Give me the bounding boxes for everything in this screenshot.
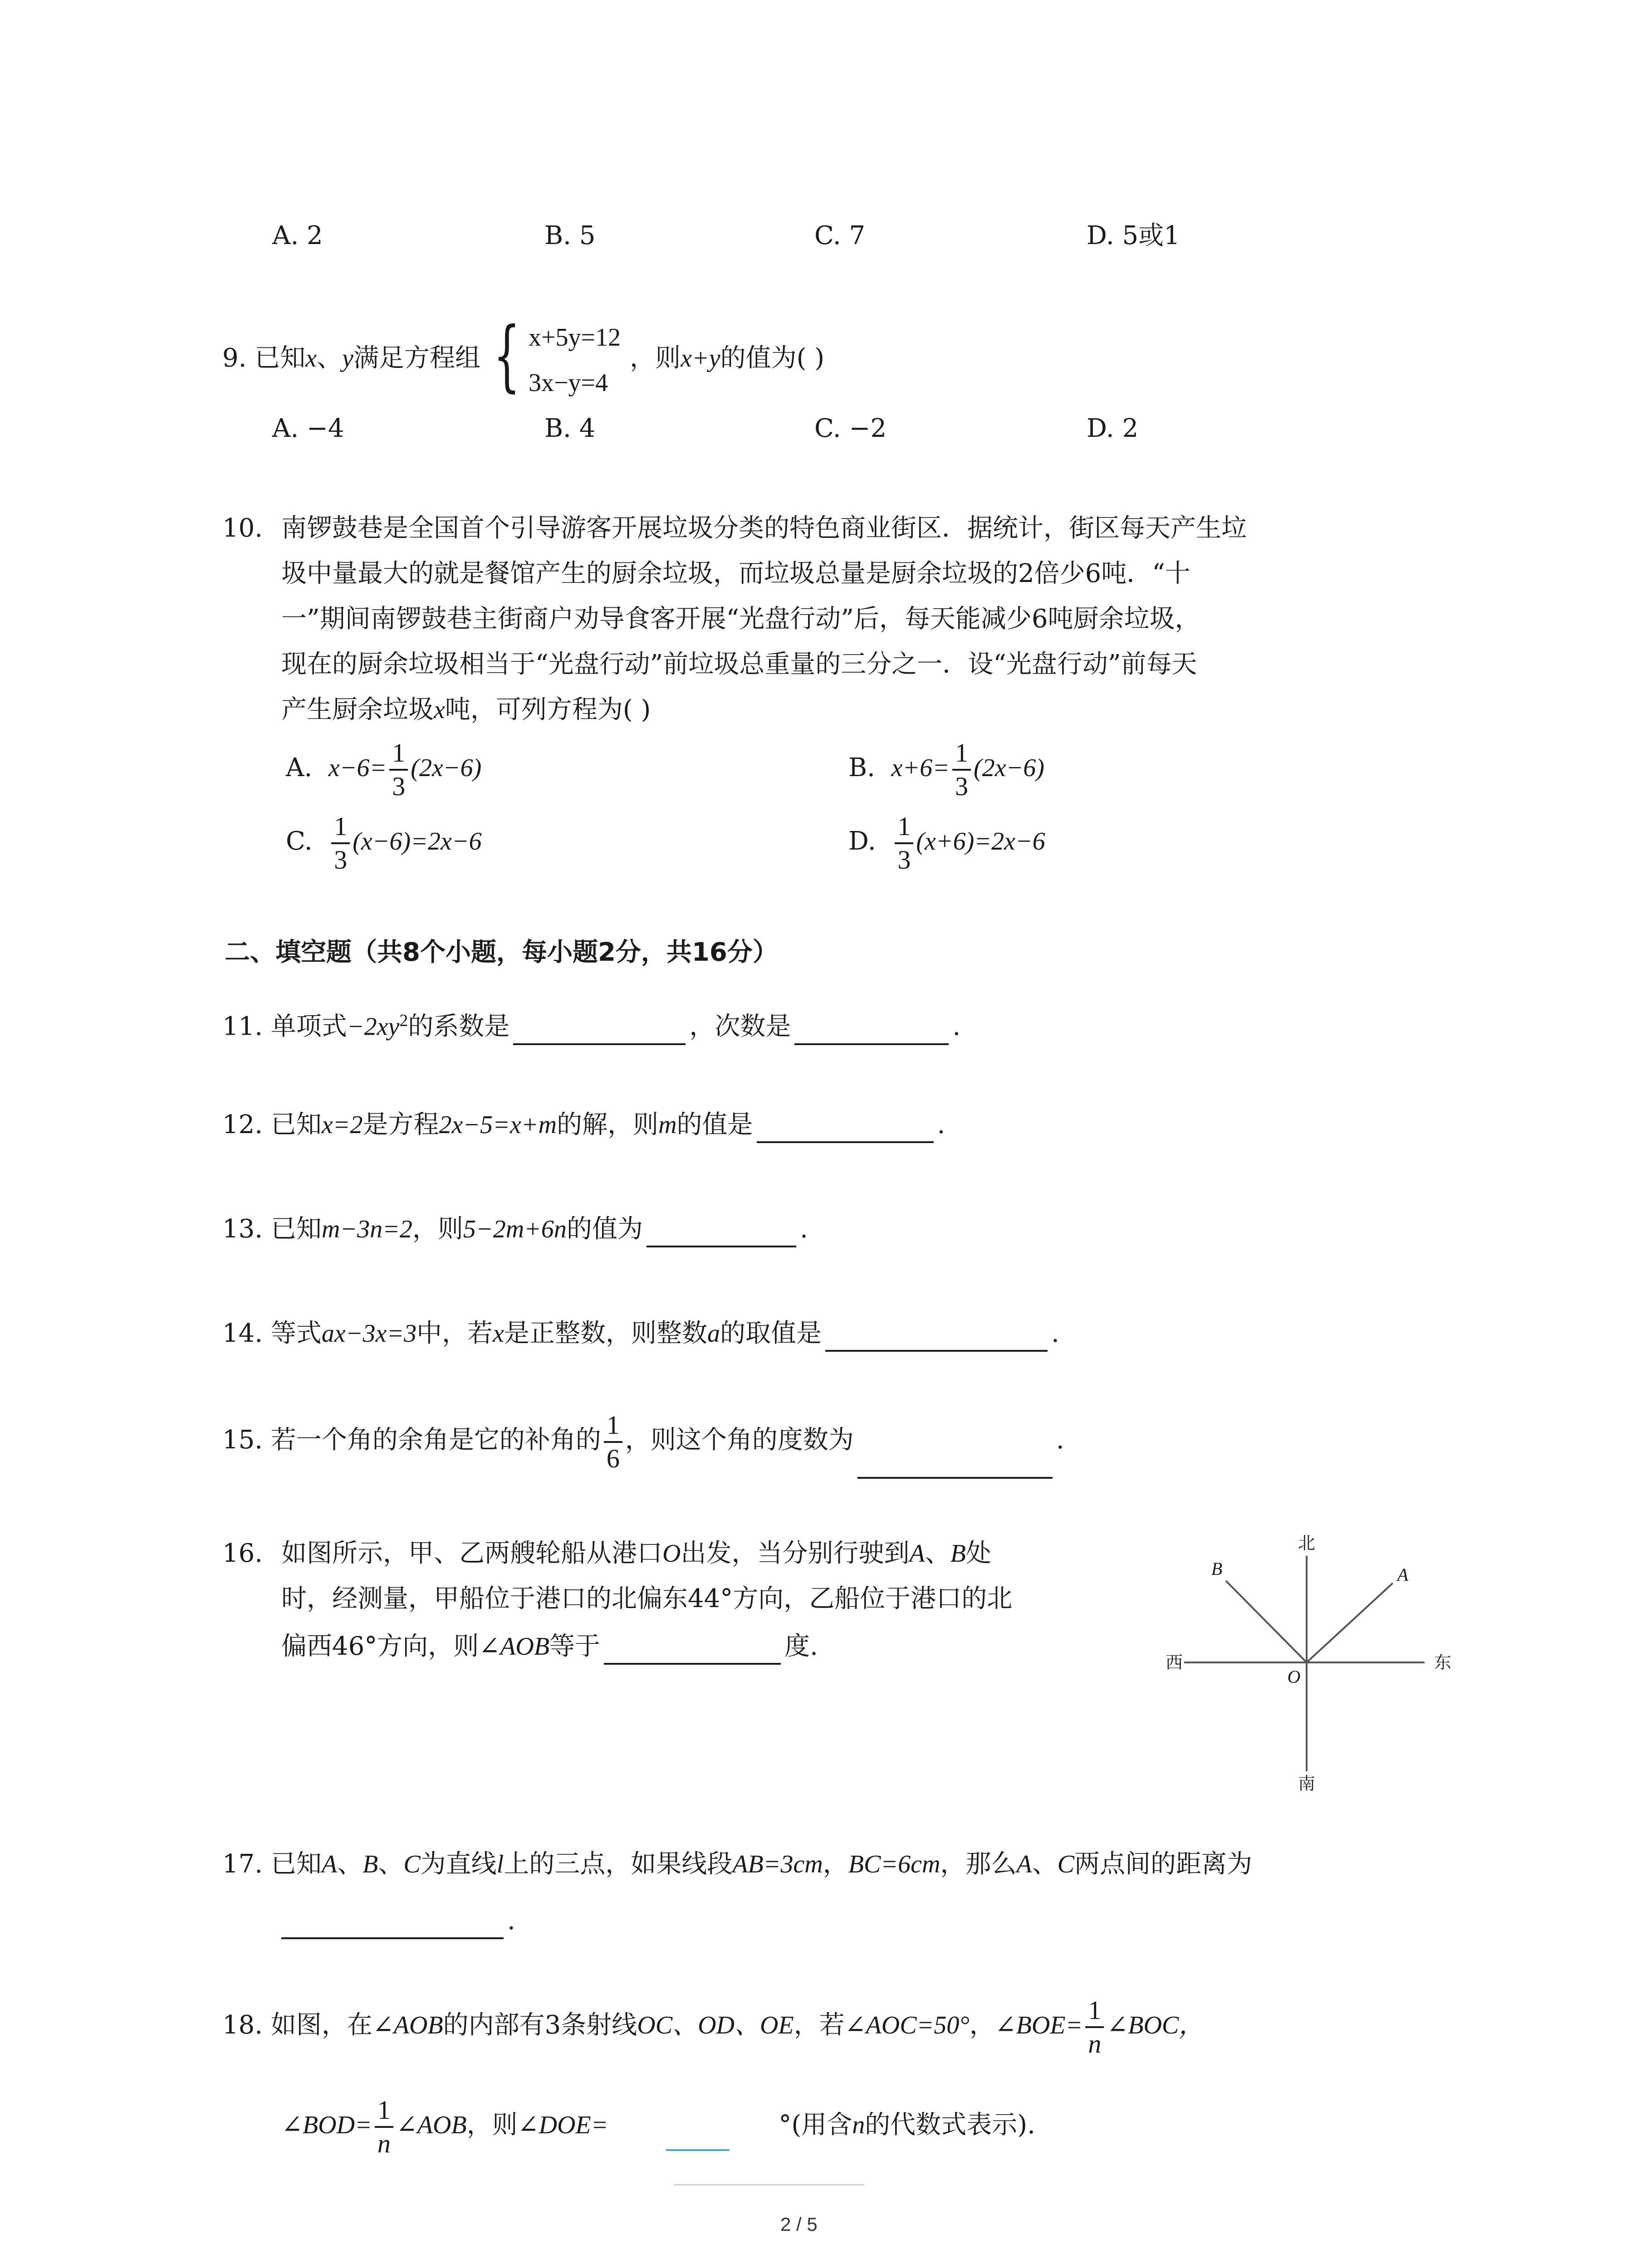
point-o-label: O	[1287, 1667, 1301, 1687]
q8-option-b: B. 5	[544, 221, 596, 250]
system-brace: {	[493, 310, 520, 401]
q8-option-a: A. 2	[272, 221, 323, 250]
q10-number: 10.	[222, 513, 263, 543]
q11-stem: 11. 单项式$-2xy^2$的系数是 ，次数是 .	[222, 1002, 960, 1045]
q9-stem: 9. 已知x、y满足方程组 { x+5y=12 3x−y=4 ，则x+y的值为( )	[222, 313, 824, 404]
q13-blank[interactable]	[647, 1218, 796, 1247]
q16-line-1: 如图所示，甲、乙两艘轮船从港口O出发，当分别行驶到A、B处	[281, 1539, 991, 1568]
q11-blank-coefficient[interactable]	[513, 1016, 686, 1045]
q10-option-b: B. x+6= $\frac{1}{3}$ (2x−6)	[848, 738, 1044, 801]
q10-option-d: D. $\frac{1}{3}$ (x+6)=2x−6	[848, 811, 1045, 875]
equation-system: x+5y=12 3x−y=4	[528, 323, 621, 397]
q14-blank[interactable]	[825, 1323, 1048, 1352]
q9-option-b: B. 4	[544, 414, 596, 443]
west-label: 西	[1165, 1652, 1183, 1672]
compass-diagram	[1161, 1524, 1461, 1796]
q13-stem: 13. 已知m−3n=2，则5−2m+6n的值为 .	[222, 1211, 808, 1247]
q10-option-a: A. x−6= $\frac{1}{3}$ (2x−6)	[286, 738, 482, 801]
point-b-label: B	[1211, 1559, 1223, 1579]
q16-blank[interactable]	[604, 1636, 781, 1665]
q14-stem: 14. 等式ax−3x=3中，若x是正整数，则整数a的取值是 .	[222, 1315, 1059, 1352]
q8-option-d: D. 5或1	[1087, 221, 1180, 250]
q8-option-c: C. 7	[814, 221, 866, 250]
q15-blank[interactable]	[857, 1427, 1053, 1479]
q16-line-3: 偏西46°方向，则∠AOB等于 度.	[281, 1628, 818, 1665]
north-label: 北	[1298, 1533, 1316, 1553]
q17-answer-line: .	[281, 1903, 515, 1939]
q17-blank[interactable]	[281, 1910, 504, 1939]
page-number: 2 / 5	[780, 2214, 818, 2235]
q10-line-5: 产生厨余垃圾x吨，可列方程为( )	[281, 695, 651, 724]
q11-blank-degree[interactable]	[794, 1016, 949, 1045]
q16-number: 16.	[222, 1539, 263, 1568]
q10-option-c: C. $\frac{1}{3}$ (x−6)=2x−6	[286, 811, 482, 875]
south-label: 南	[1298, 1774, 1316, 1794]
q18-line-2: ∠BOD= $\frac{1}{n}$ ∠AOB，则∠DOE= °(用含n的代数式表示).	[281, 2087, 1035, 2164]
footer-divider	[674, 2184, 864, 2185]
point-a-label: A	[1397, 1564, 1409, 1585]
q10-line-4: 现在的厨余垃圾相当于“光盘行动”前垃圾总重量的三分之一．设“光盘行动”前每天	[281, 650, 1197, 679]
q15-stem: 15. 若一个角的余角是它的补角的 $\frac{1}{6}$ ，则这个角的度数为 .	[222, 1402, 1064, 1479]
q17-stem: 17. 已知A、B、C为直线l上的三点，如果线段AB=3cm，BC=6cm，那么A、C两点间的距离为	[222, 1849, 1252, 1879]
q10-line-3: 一”期间南锣鼓巷主街商户劝导食客开展“光盘行动”后，每天能减少6吨厨余垃圾，	[281, 604, 1200, 634]
ray-oa	[1307, 1583, 1393, 1662]
q9-option-d: D. 2	[1087, 414, 1139, 443]
q18-blank[interactable]	[612, 2136, 775, 2164]
q12-stem: 12. 已知x=2是方程2x−5=x+m的解，则m的值是 .	[222, 1107, 945, 1143]
ray-ob	[1226, 1581, 1307, 1662]
section-2-title: 二、填空题（共8个小题，每小题2分，共16分）	[225, 938, 778, 967]
q9-option-c: C. −2	[814, 414, 887, 443]
east-label: 东	[1434, 1652, 1452, 1672]
q10-line-2: 圾中量最大的就是餐馆产生的厨余垃圾，而垃圾总量是厨余垃圾的2倍少6吨．“十	[281, 559, 1190, 588]
q9-option-a: A. −4	[272, 414, 344, 443]
q12-blank[interactable]	[757, 1114, 934, 1143]
q16-line-2: 时，经测量，甲船位于港口的北偏东44°方向，乙船位于港口的北	[281, 1584, 1013, 1613]
q18-line-1: 18. 如图，在∠AOB的内部有3条射线OC、OD、OE，若∠AOC=50°，∠BOE= $\frac{1}{n}$ ∠BOC，	[222, 1995, 1205, 2058]
q10-line-1: 南锣鼓巷是全国首个引导游客开展垃圾分类的特色商业街区．据统计，街区每天产生垃	[281, 513, 1247, 543]
